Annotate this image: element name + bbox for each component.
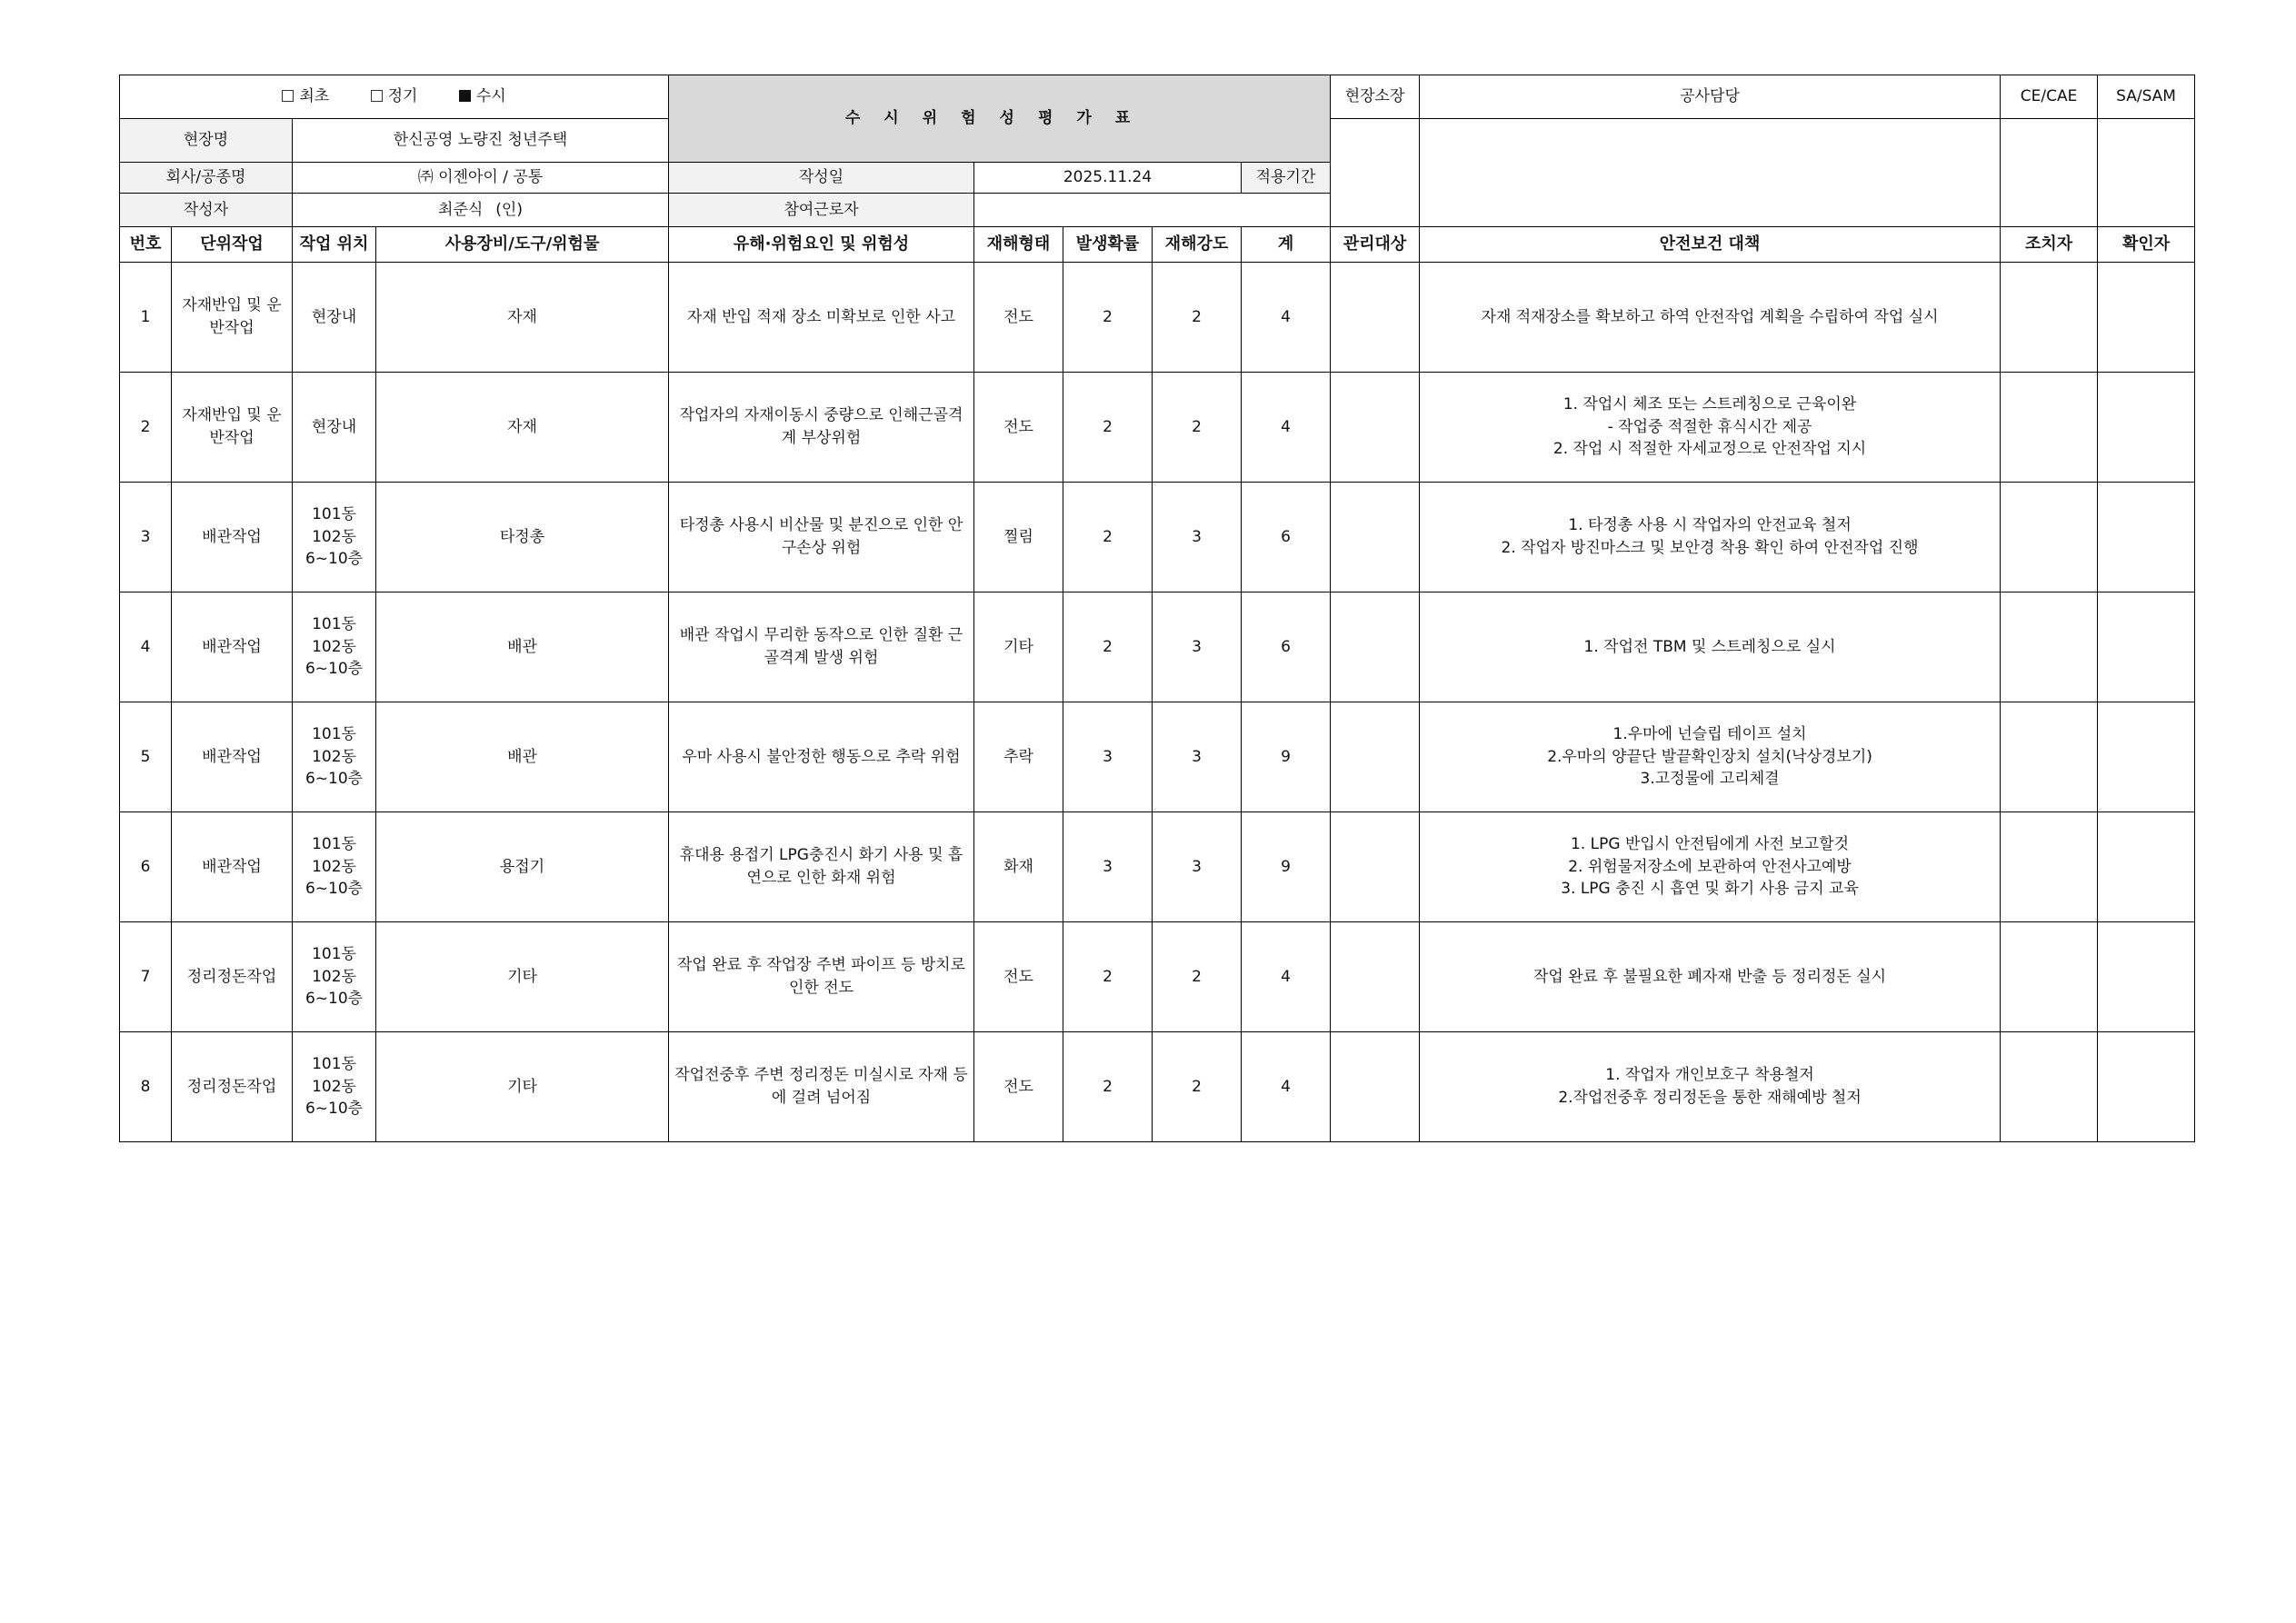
row-total: 9	[1242, 812, 1331, 922]
row-actor[interactable]	[2001, 812, 2098, 922]
row-managed[interactable]	[1331, 592, 1420, 702]
row-accident-type: 화재	[974, 812, 1063, 922]
row-location: 101동 102동 6~10층	[293, 592, 376, 702]
row-no: 1	[120, 263, 172, 373]
col-header-actor: 조치자	[2001, 227, 2098, 263]
row-severity: 3	[1153, 812, 1242, 922]
author-name: 최준식	[438, 200, 484, 219]
row-accident-type: 전도	[974, 1032, 1063, 1142]
col-header-task: 단위작업	[172, 227, 293, 263]
row-total: 4	[1242, 373, 1331, 483]
row-managed[interactable]	[1331, 702, 1420, 812]
approval-header-ce: CE/CAE	[2001, 75, 2098, 119]
row-total: 6	[1242, 592, 1331, 702]
table-row	[120, 592, 2195, 702]
row-task: 자재반입 및 운반작업	[172, 263, 293, 373]
table-row	[120, 263, 2195, 373]
row-total: 4	[1242, 1032, 1331, 1142]
row-actor[interactable]	[2001, 263, 2098, 373]
col-header-accident-type: 재해형태	[974, 227, 1063, 263]
row-hazard: 배관 작업시 무리한 동작으로 인한 질환 근골격계 발생 위험	[669, 592, 974, 702]
row-actor[interactable]	[2001, 592, 2098, 702]
row-severity: 3	[1153, 483, 1242, 592]
row-severity: 3	[1153, 592, 1242, 702]
row-no: 7	[120, 922, 172, 1032]
row-measures: 자재 적재장소를 확보하고 하역 안전작업 계획을 수립하여 작업 실시	[1420, 263, 2001, 373]
col-header-measures: 안전보건 대책	[1420, 227, 2001, 263]
row-no: 6	[120, 812, 172, 922]
row-probability: 2	[1063, 922, 1153, 1032]
row-severity: 2	[1153, 922, 1242, 1032]
assessment-type-options	[120, 75, 669, 119]
row-checker[interactable]	[2098, 812, 2195, 922]
row-severity: 3	[1153, 702, 1242, 812]
row-hazard: 우마 사용시 불안정한 행동으로 추락 위험	[669, 702, 974, 812]
approval-header-sa: SA/SAM	[2098, 75, 2195, 119]
approval-header-site-manager: 현장소장	[1331, 75, 1420, 119]
row-actor[interactable]	[2001, 373, 2098, 483]
row-total: 9	[1242, 702, 1331, 812]
row-measures: 1.우마에 넌슬립 테이프 설치 2.우마의 양끝단 발끝확인장치 설치(낙상경보기) 3.고정물에 고리체결	[1420, 702, 2001, 812]
row-task: 정리정돈작업	[172, 922, 293, 1032]
option-initial[interactable]: 최초	[282, 85, 329, 108]
row-no: 3	[120, 483, 172, 592]
author-seal: (인)	[495, 200, 523, 219]
date-label: 작성일	[669, 163, 974, 194]
col-header-probability: 발생확률	[1063, 227, 1153, 263]
risk-assessment-table	[119, 75, 2195, 1142]
row-probability: 2	[1063, 263, 1153, 373]
row-managed[interactable]	[1331, 483, 1420, 592]
row-task: 배관작업	[172, 592, 293, 702]
row-equipment: 타정총	[376, 483, 669, 592]
row-hazard: 작업 완료 후 작업장 주변 파이프 등 방치로 인한 전도	[669, 922, 974, 1032]
row-probability: 2	[1063, 483, 1153, 592]
row-location: 101동 102동 6~10층	[293, 483, 376, 592]
table-row	[120, 922, 2195, 1032]
company-value[interactable]: ㈜ 이젠아이 / 공통	[293, 163, 669, 194]
table-row	[120, 1032, 2195, 1142]
row-location: 101동 102동 6~10층	[293, 922, 376, 1032]
table-row	[120, 373, 2195, 483]
row-measures: 1. 작업전 TBM 및 스트레칭으로 실시	[1420, 592, 2001, 702]
participants-value[interactable]	[974, 194, 2195, 227]
author-label: 작성자	[120, 194, 293, 227]
row-managed[interactable]	[1331, 922, 1420, 1032]
date-value[interactable]: 2025.11.24	[974, 163, 1242, 194]
row-hazard: 자재 반입 적재 장소 미확보로 인한 사고	[669, 263, 974, 373]
row-measures: 1. 타정총 사용 시 작업자의 안전교육 철저 2. 작업자 방진마스크 및 보안경 착용 확인 하여 안전작업 진행	[1420, 483, 2001, 592]
row-measures: 1. 작업자 개인보호구 착용철저 2.작업전중후 정리정돈을 통한 재해예방 철저	[1420, 1032, 2001, 1142]
row-no: 5	[120, 702, 172, 812]
row-task: 배관작업	[172, 702, 293, 812]
row-actor[interactable]	[2001, 1032, 2098, 1142]
option-regular[interactable]: 정기	[371, 85, 418, 108]
checkbox-icon	[459, 90, 471, 102]
row-location: 101동 102동 6~10층	[293, 1032, 376, 1142]
row-checker[interactable]	[2098, 263, 2195, 373]
row-probability: 3	[1063, 812, 1153, 922]
row-measures: 1. LPG 반입시 안전팀에게 사전 보고할것 2. 위험물저장소에 보관하여 안전사고예방 3. LPG 충진 시 흡연 및 화기 사용 금지 교육	[1420, 812, 2001, 922]
col-header-hazard: 유해·위험요인 및 위험성	[669, 227, 974, 263]
row-location: 현장내	[293, 373, 376, 483]
site-name-label: 현장명	[120, 119, 293, 163]
row-actor[interactable]	[2001, 483, 2098, 592]
row-actor[interactable]	[2001, 922, 2098, 1032]
company-label: 회사/공종명	[120, 163, 293, 194]
col-header-checker: 확인자	[2098, 227, 2195, 263]
row-no: 4	[120, 592, 172, 702]
row-checker[interactable]	[2098, 483, 2195, 592]
row-equipment: 자재	[376, 263, 669, 373]
row-hazard: 작업자의 자재이동시 중량으로 인해근골격계 부상위험	[669, 373, 974, 483]
row-task: 배관작업	[172, 812, 293, 922]
row-accident-type: 전도	[974, 922, 1063, 1032]
row-no: 8	[120, 1032, 172, 1142]
col-header-severity: 재해강도	[1153, 227, 1242, 263]
row-measures: 1. 작업시 체조 또는 스트레칭으로 근육이완 - 작업중 적절한 휴식시간 제공 2. 작업 시 적절한 자세교정으로 안전작업 지시	[1420, 373, 2001, 483]
row-equipment: 배관	[376, 702, 669, 812]
row-managed[interactable]	[1331, 263, 1420, 373]
row-severity: 2	[1153, 373, 1242, 483]
row-checker[interactable]	[2098, 592, 2195, 702]
row-checker[interactable]	[2098, 373, 2195, 483]
row-probability: 2	[1063, 592, 1153, 702]
author-value[interactable]	[293, 194, 669, 227]
row-total: 4	[1242, 922, 1331, 1032]
row-checker[interactable]	[2098, 922, 2195, 1032]
row-location: 현장내	[293, 263, 376, 373]
row-location: 101동 102동 6~10층	[293, 812, 376, 922]
row-hazard: 휴대용 용접기 LPG충진시 화기 사용 및 흡연으로 인한 화재 위험	[669, 812, 974, 922]
option-occasional[interactable]: 수시	[459, 85, 506, 108]
col-header-total: 계	[1242, 227, 1331, 263]
row-measures: 작업 완료 후 불필요한 폐자재 반출 등 정리정돈 실시	[1420, 922, 2001, 1032]
row-probability: 2	[1063, 373, 1153, 483]
row-checker[interactable]	[2098, 702, 2195, 812]
site-name-value[interactable]: 한신공영 노량진 청년주택	[293, 119, 669, 163]
row-location: 101동 102동 6~10층	[293, 702, 376, 812]
row-accident-type: 기타	[974, 592, 1063, 702]
row-severity: 2	[1153, 263, 1242, 373]
col-header-no: 번호	[120, 227, 172, 263]
row-accident-type: 찔림	[974, 483, 1063, 592]
row-equipment: 자재	[376, 373, 669, 483]
row-hazard: 타정총 사용시 비산물 및 분진으로 인한 안구손상 위험	[669, 483, 974, 592]
row-severity: 2	[1153, 1032, 1242, 1142]
row-actor[interactable]	[2001, 702, 2098, 812]
table-row	[120, 702, 2195, 812]
row-hazard: 작업전중후 주변 정리정돈 미실시로 자재 등에 걸려 넘어짐	[669, 1032, 974, 1142]
row-equipment: 기타	[376, 922, 669, 1032]
checkbox-icon	[371, 90, 383, 102]
row-task: 자재반입 및 운반작업	[172, 373, 293, 483]
row-equipment: 배관	[376, 592, 669, 702]
row-accident-type: 추락	[974, 702, 1063, 812]
row-total: 6	[1242, 483, 1331, 592]
col-header-managed: 관리대상	[1331, 227, 1420, 263]
row-equipment: 기타	[376, 1032, 669, 1142]
checkbox-icon	[282, 90, 294, 102]
participants-label: 참여근로자	[669, 194, 974, 227]
col-header-equipment: 사용장비/도구/위험물	[376, 227, 669, 263]
row-task: 배관작업	[172, 483, 293, 592]
row-managed[interactable]	[1331, 812, 1420, 922]
row-probability: 3	[1063, 702, 1153, 812]
row-equipment: 용접기	[376, 812, 669, 922]
row-accident-type: 전도	[974, 263, 1063, 373]
row-managed[interactable]	[1331, 373, 1420, 483]
table-row	[120, 483, 2195, 592]
page-title: 수시위험성평가표	[669, 75, 1331, 163]
col-header-location: 작업 위치	[293, 227, 376, 263]
row-accident-type: 전도	[974, 373, 1063, 483]
row-checker[interactable]	[2098, 1032, 2195, 1142]
row-probability: 2	[1063, 1032, 1153, 1142]
row-total: 4	[1242, 263, 1331, 373]
approval-header-construction: 공사담당	[1420, 75, 2001, 119]
table-row	[120, 812, 2195, 922]
row-managed[interactable]	[1331, 1032, 1420, 1142]
row-task: 정리정돈작업	[172, 1032, 293, 1142]
period-label: 적용기간	[1242, 163, 1331, 194]
row-no: 2	[120, 373, 172, 483]
